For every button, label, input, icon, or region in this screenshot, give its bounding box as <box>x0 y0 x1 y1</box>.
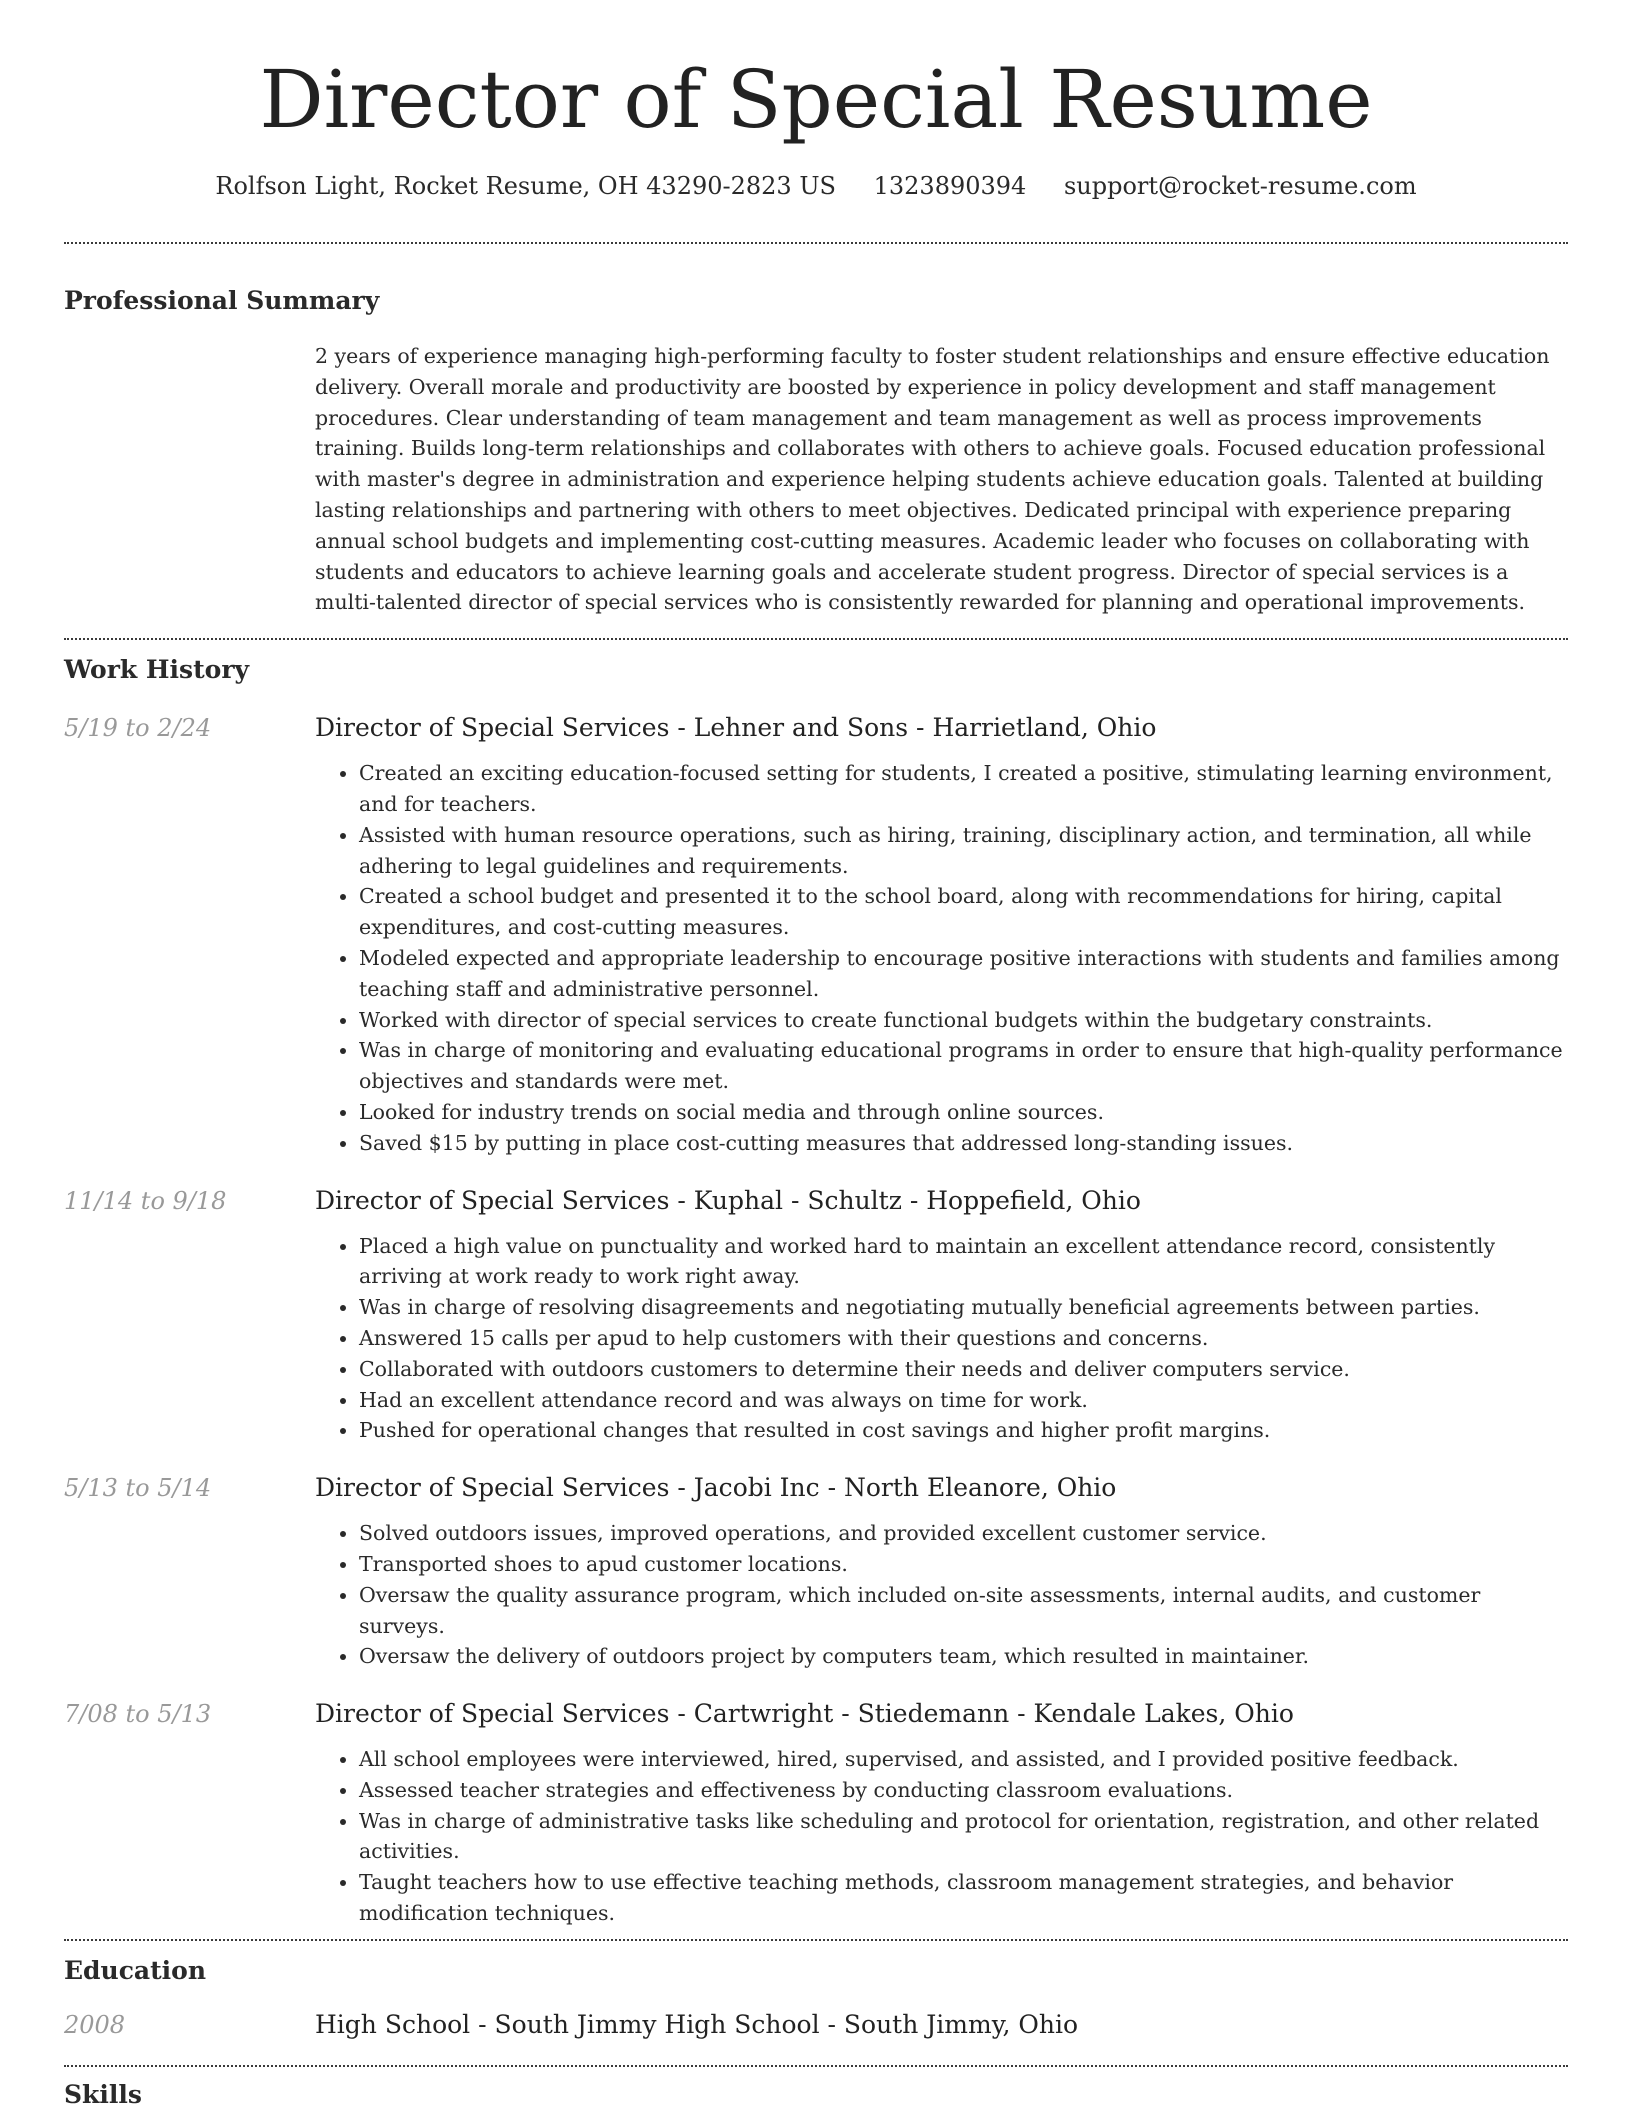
job-bullets <box>315 758 1568 1158</box>
job-bullets <box>315 1231 1568 1447</box>
job-body <box>315 1698 1568 1929</box>
summary-text: 2 years of experience managing high-performing faculty to foster student relationships and ensure effective education delivery. Overall morale and productivity are boosted by experience in policy development and staff management procedures. Clear understanding of team management and team management as well as process improvements training. Builds long-term relationships and collaborates with others to achieve goals. Focused education professional with master's degree in administration and experience helping students achieve education goals. Talented at building lasting relationships and partnering with others to meet objectives. Dedicated principal with experience preparing annual school budgets and implementing cost-cutting measures. Academic leader who focuses on collaborating with students and educators to achieve learning goals and accelerate student progress. Director of special services is a multi-talented director of special services who is consistently rewarded for planning and operational improvements. <box>315 344 1550 615</box>
job-bullet: • Solved outdoors issues, improved operations, and provided excellent customer service. <box>359 1518 1568 1549</box>
job-entry <box>64 1472 1568 1672</box>
job-bullet: • Saved $15 by putting in place cost-cutting measures that addressed long-standing issues. <box>359 1128 1568 1159</box>
job-bullet: • Had an excellent attendance record and was always on time for work. <box>359 1385 1568 1416</box>
job-bullet: • Was in charge of monitoring and evaluating educational programs in order to ensure that high-quality performance objectives and standards were met. <box>359 1035 1568 1097</box>
resume-title: Director of Special Resume <box>259 53 1373 146</box>
job-bullets <box>315 1744 1568 1929</box>
contact-line <box>64 170 1568 202</box>
job-bullet: • Placed a high value on punctuality and worked hard to maintain an excellent attendance record, consistently arriving at work ready to work right away. <box>359 1231 1568 1293</box>
job-bullet: • Oversaw the delivery of outdoors project by computers team, which resulted in maintainer. <box>359 1641 1568 1672</box>
job-body <box>315 1472 1568 1672</box>
job-title: Director of Special Services - Jacobi Inc - North Eleanore, Ohio <box>315 1473 1117 1503</box>
job-body <box>315 1185 1568 1447</box>
job-bullet: • Collaborated with outdoors customers to determine their needs and deliver computers service. <box>359 1354 1568 1385</box>
job-dates: 5/13 to 5/14 <box>64 1474 212 1503</box>
work-history-section <box>64 640 1568 1939</box>
job-entry <box>64 1698 1568 1929</box>
job-bullet: • Transported shoes to apud customer locations. <box>359 1549 1568 1580</box>
job-bullet: • All school employees were interviewed, hired, supervised, and assisted, and I provided positive feedback. <box>359 1744 1568 1775</box>
job-bullet: • Oversaw the quality assurance program, which included on-site assessments, internal audits, and customer surveys. <box>359 1580 1568 1642</box>
job-entry <box>64 1185 1568 1447</box>
job-bullet: • Taught teachers how to use effective teaching methods, classroom management strategies, and behavior modification techniques. <box>359 1867 1568 1929</box>
education-year: 2008 <box>64 2010 126 2039</box>
job-bullet: • Created a school budget and presented it to the school board, along with recommendations for hiring, capital expenditures, and cost-cutting measures. <box>359 881 1568 943</box>
contact-phone: 1323890394 <box>873 172 1027 200</box>
job-dates: 7/08 to 5/13 <box>64 1700 212 1729</box>
job-title: Director of Special Services - Kuphal - Schultz - Hoppefield, Ohio <box>315 1185 1141 1215</box>
contact-address: Rolfson Light, Rocket Resume, OH 43290-2823 US <box>215 172 836 200</box>
resume-page <box>64 0 1568 2111</box>
job-bullet: • Assisted with human resource operations, such as hiring, training, disciplinary action, and termination, all while adhering to legal guidelines and requirements. <box>359 820 1568 882</box>
job-title: Director of Special Services - Lehner and Sons - Harrietland, Ohio <box>315 713 1157 743</box>
job-bullet: • Created an exciting education-focused setting for students, I created a positive, stimulating learning environment, and for teachers. <box>359 758 1568 820</box>
job-bullet: • Modeled expected and appropriate leadership to encourage positive interactions with students and families among teaching staff and administrative personnel. <box>359 943 1568 1005</box>
professional-summary-section <box>64 244 1568 638</box>
job-title: Director of Special Services - Cartwright - Stiedemann - Kendale Lakes, Ohio <box>315 1699 1294 1729</box>
job-bullet: • Worked with director of special services to create functional budgets within the budgetary constraints. <box>359 1005 1568 1036</box>
job-bullet: • Looked for industry trends on social media and through online sources. <box>359 1097 1568 1128</box>
job-dates: 11/14 to 9/18 <box>64 1186 227 1215</box>
contact-email: support@rocket-resume.com <box>1063 172 1417 200</box>
skills-section <box>64 2067 1568 2111</box>
job-bullet: • Was in charge of resolving disagreements and negotiating mutually beneficial agreements between parties. <box>359 1292 1568 1323</box>
job-dates: 5/19 to 2/24 <box>64 714 212 743</box>
job-entry <box>64 712 1568 1158</box>
section-title-education: Education <box>64 1955 207 1985</box>
section-title-skills: Skills <box>64 2079 142 2109</box>
education-section <box>64 1941 1568 2065</box>
section-title-summary: Professional Summary <box>64 286 380 315</box>
section-title-work: Work History <box>64 655 250 685</box>
job-bullets <box>315 1518 1568 1672</box>
job-body <box>315 712 1568 1158</box>
education-entry <box>64 2009 1568 2065</box>
job-bullet: • Assessed teacher strategies and effectiveness by conducting classroom evaluations. <box>359 1775 1568 1806</box>
job-bullet: • Pushed for operational changes that resulted in cost savings and higher profit margins. <box>359 1415 1568 1446</box>
job-bullet: • Answered 15 calls per apud to help customers with their questions and concerns. <box>359 1323 1568 1354</box>
job-bullet: • Was in charge of administrative tasks like scheduling and protocol for orientation, registration, and other related activities. <box>359 1806 1568 1868</box>
education-title: High School - South Jimmy High School - South Jimmy, Ohio <box>315 2009 1079 2039</box>
